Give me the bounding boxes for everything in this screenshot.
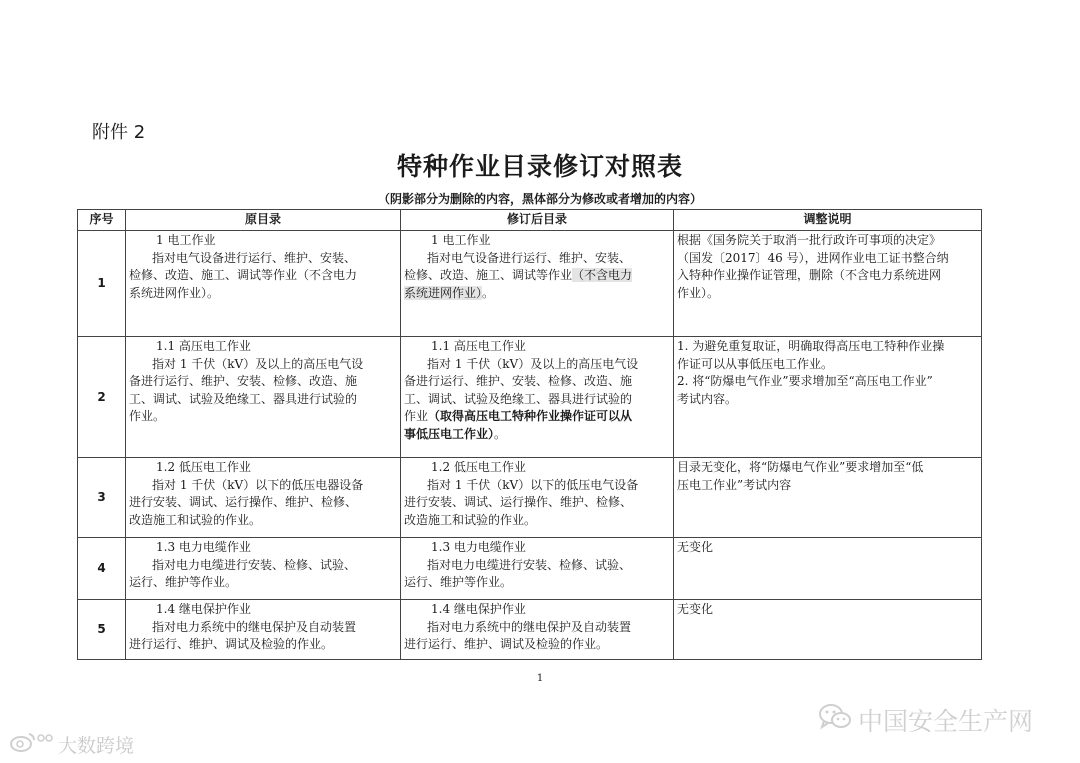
row-number: 5 (78, 600, 126, 660)
cell-line: 1.1 高压电工作业 (156, 339, 251, 353)
page-number: 1 (536, 673, 544, 684)
cell-line: 运行、维护等作业。 (129, 575, 238, 589)
note-cell (674, 458, 982, 538)
original-cell (126, 600, 401, 660)
table-row (78, 538, 982, 600)
watermark-left (8, 730, 134, 759)
row-number: 1 (78, 231, 126, 337)
cell-line (404, 267, 670, 285)
note-cell (674, 600, 982, 660)
cell-line: 1. 为避免重复取证，明确取得高压电工特种作业操 (677, 339, 945, 353)
cell-text: 检修、改造、施工、调试等作业 (404, 268, 573, 282)
revised-cell (401, 538, 674, 600)
cell-line: 工、调试、试验及绝缘工、器具进行试验的 (404, 391, 633, 406)
cell-line: 备进行运行、维护、安装、检修、改造、施 (404, 374, 633, 388)
cell-line: 1.1 高压电工作业 (431, 339, 526, 353)
attachment-label: 附件 2 (92, 122, 146, 143)
document-title: 特种作业目录修订对照表 (396, 152, 683, 181)
cell-text: 作业 (404, 409, 429, 423)
cell-line: 1.2 低压电工作业 (156, 460, 251, 474)
cell-line: 2. 将“防爆电气作业”要求增加至“高压电工作业” (677, 374, 933, 388)
revised-cell (401, 600, 674, 660)
cell-line: 指对电力系统中的继电保护及自动装置 (427, 619, 632, 634)
cell-line: 考试内容。 (677, 391, 738, 406)
cell-line: 工、调试、试验及绝缘工、器具进行试验的 (129, 391, 358, 406)
cell-line: 运行、维护等作业。 (404, 575, 513, 589)
cell-line: 备进行运行、维护、安装、检修、改造、施 (129, 374, 358, 388)
table-row (78, 337, 982, 458)
revised-cell (401, 458, 674, 538)
revised-cell (401, 231, 674, 337)
cell-line: 系统进网作业）。 (129, 285, 220, 300)
cell-line: 目录无变化，将“防爆电气作业”要求增加至“低 (677, 460, 924, 474)
cell-line: 压电工作业”考试内容 (677, 477, 792, 492)
table-row (78, 231, 982, 337)
cell-text: 。 (494, 426, 507, 441)
cell-line: 指对电力电缆进行安装、检修、试验、 (152, 557, 357, 572)
cell-line (404, 285, 670, 303)
cell-line: 无变化 (677, 602, 714, 616)
cell-line: 1.4 继电保护作业 (156, 602, 251, 616)
cell-line (404, 426, 670, 444)
cell-line: 指对 1 千伏（kV）以下的低压电气设备 (427, 477, 639, 492)
cell-line: 指对 1 千伏（kV）及以上的高压电气设 (427, 356, 639, 371)
cell-line: 进行运行、维护、调试及检验的作业。 (129, 637, 334, 651)
row-number: 3 (78, 458, 126, 538)
original-cell (126, 458, 401, 538)
cell-line: 1 电工作业 (156, 233, 216, 247)
note-cell (674, 337, 982, 458)
cell-line: 指对电气设备进行运行、维护、安装、 (152, 250, 357, 265)
cell-line: （国发〔2017〕46 号），进网作业电工证书整合纳 (677, 250, 949, 265)
cell-line: 改造施工和试验的作业。 (129, 512, 262, 527)
header-number: 序号 (78, 210, 126, 231)
deleted-text: 系统进网作业） (404, 285, 483, 300)
cell-line: 进行安装、调试、运行操作、维护、检修、 (129, 495, 358, 509)
cell-line: 改造施工和试验的作业。 (404, 512, 537, 527)
header-notes: 调整说明 (674, 210, 982, 231)
cell-line: 1.3 电力电缆作业 (156, 540, 251, 554)
cell-line: 指对电气设备进行运行、维护、安装、 (427, 250, 632, 265)
deleted-text: （不含电力 (572, 268, 633, 282)
cell-line: 指对电力电缆进行安装、检修、试验、 (427, 557, 632, 572)
table-row (78, 600, 982, 660)
cell-line: 1 电工作业 (431, 233, 491, 247)
cell-line: 检修、改造、施工、调试等作业（不含电力 (129, 268, 358, 282)
cell-line: 入特种作业操作证管理，删除（不含电力系统进网 (677, 268, 942, 282)
document-subtitle: （阴影部分为删除的内容，黑体部分为修改或者增加的内容） (377, 192, 702, 206)
added-text: 事低压电工作业） (404, 426, 495, 441)
note-cell (674, 231, 982, 337)
cell-line: 指对 1 千伏（kV）以下的低压电器设备 (152, 477, 364, 492)
weibo-icon (8, 730, 54, 759)
watermark-left-text: 大数跨境 (58, 735, 135, 757)
original-cell (126, 538, 401, 600)
cell-line: 1.4 继电保护作业 (431, 602, 526, 616)
cell-line: 作业。 (129, 409, 166, 423)
cell-line: 1.2 低压电工作业 (431, 460, 526, 474)
watermark-right-text: 中国安全生产网 (858, 707, 1034, 736)
cell-line (404, 408, 670, 426)
note-cell (674, 538, 982, 600)
cell-line: 进行运行、维护、调试及检验的作业。 (404, 637, 609, 651)
cell-line: 进行安装、调试、运行操作、维护、检修、 (404, 495, 633, 509)
cell-text: 。 (482, 285, 495, 300)
row-number: 4 (78, 538, 126, 600)
cell-line: 无变化 (677, 540, 714, 554)
header-original: 原目录 (126, 210, 401, 231)
row-number: 2 (78, 337, 126, 458)
revised-cell (401, 337, 674, 458)
original-cell (126, 231, 401, 337)
wechat-icon (818, 703, 852, 737)
cell-line: 根据《国务院关于取消一批行政许可事项的决定》 (677, 233, 942, 247)
cell-line: 1.3 电力电缆作业 (431, 540, 526, 554)
original-cell (126, 337, 401, 458)
cell-line: 指对电力系统中的继电保护及自动装置 (152, 619, 357, 634)
cell-line: 作证可以从事低压电工作业。 (677, 356, 834, 371)
comparison-table (77, 209, 982, 660)
watermark-right (818, 702, 1033, 738)
cell-line: 指对 1 千伏（kV）及以上的高压电气设 (152, 356, 364, 371)
cell-line: 作业）。 (677, 285, 720, 300)
table-row (78, 458, 982, 538)
added-text: （取得高压电工特种作业操作证可以从 (428, 409, 633, 423)
table-header-row (78, 210, 982, 231)
header-revised: 修订后目录 (401, 210, 674, 231)
